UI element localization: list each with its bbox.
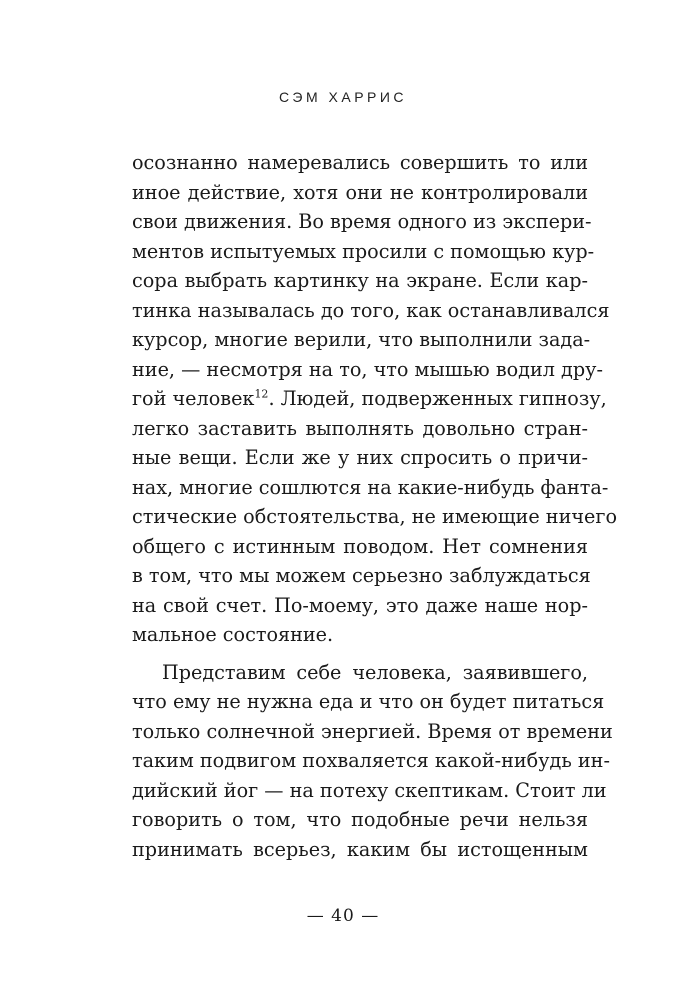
text-line: осознанно намеревались совершить то или (132, 151, 588, 174)
text-line: сора выбрать картинку на экране. Если кар- (132, 269, 588, 292)
text-line: таким подвигом похваляется какой-нибудь ин- (132, 749, 610, 772)
text-line: нах, многие сошлются на какие-нибудь фанта- (132, 475, 609, 499)
text-line: говорить о том, что подобные речи нельзя (132, 808, 588, 831)
paragraph-2 (132, 658, 613, 865)
text-line: легко заставить выполнять довольно стран- (132, 416, 588, 440)
text-line: свои движения. Во время одного из экспери- (132, 210, 592, 233)
text-line: общего с истинным поводом. Нет сомнения (132, 534, 588, 558)
page-number: — 40 — (306, 906, 380, 926)
text-line: ные вещи. Если же у них спросить о причи- (132, 446, 588, 469)
text-line: что ему не нужна еда и что он будет питаться (132, 690, 605, 713)
paragraph-1 (132, 148, 618, 650)
text-line: тинка называлась до того, как останавливался (132, 298, 610, 322)
running-head: СЭМ ХАРРИС (278, 89, 408, 105)
text-line: ментов испытуемых просили с помощью кур- (132, 239, 595, 263)
text-line (132, 384, 607, 414)
text-line: в том, что мы можем серьезно заблуждаться (132, 564, 591, 587)
text-line: иное действие, хотя они не контролировали (132, 180, 588, 204)
text-line: на свой счет. По-моему, это даже наше нор- (132, 593, 588, 617)
text-line: Представим себе человека, заявившего, (162, 660, 588, 684)
text-fragment: . Людей, подверженных гипнозу, (268, 387, 607, 410)
text-line: курсор, многие верили, что выполнили зада- (132, 328, 591, 351)
text-line: мальное состояние. (132, 623, 334, 646)
paragraph-gap (132, 650, 588, 658)
text-line: только солнечной энергией. Время от времени (132, 719, 613, 743)
footnote-marker[interactable]: 12 (254, 387, 269, 401)
text-line: ние, — несмотря на то, что мышью водил дру- (132, 357, 603, 381)
text-line: принимать всерьез, каким бы истощенным (132, 837, 588, 861)
text-fragment: гой человек (132, 387, 255, 410)
text-line: дийский йог — на потеху скептикам. Стоит ли (132, 778, 607, 802)
body-text (132, 148, 618, 864)
text-line: стические обстоятельства, не имеющие ничего (132, 505, 618, 528)
